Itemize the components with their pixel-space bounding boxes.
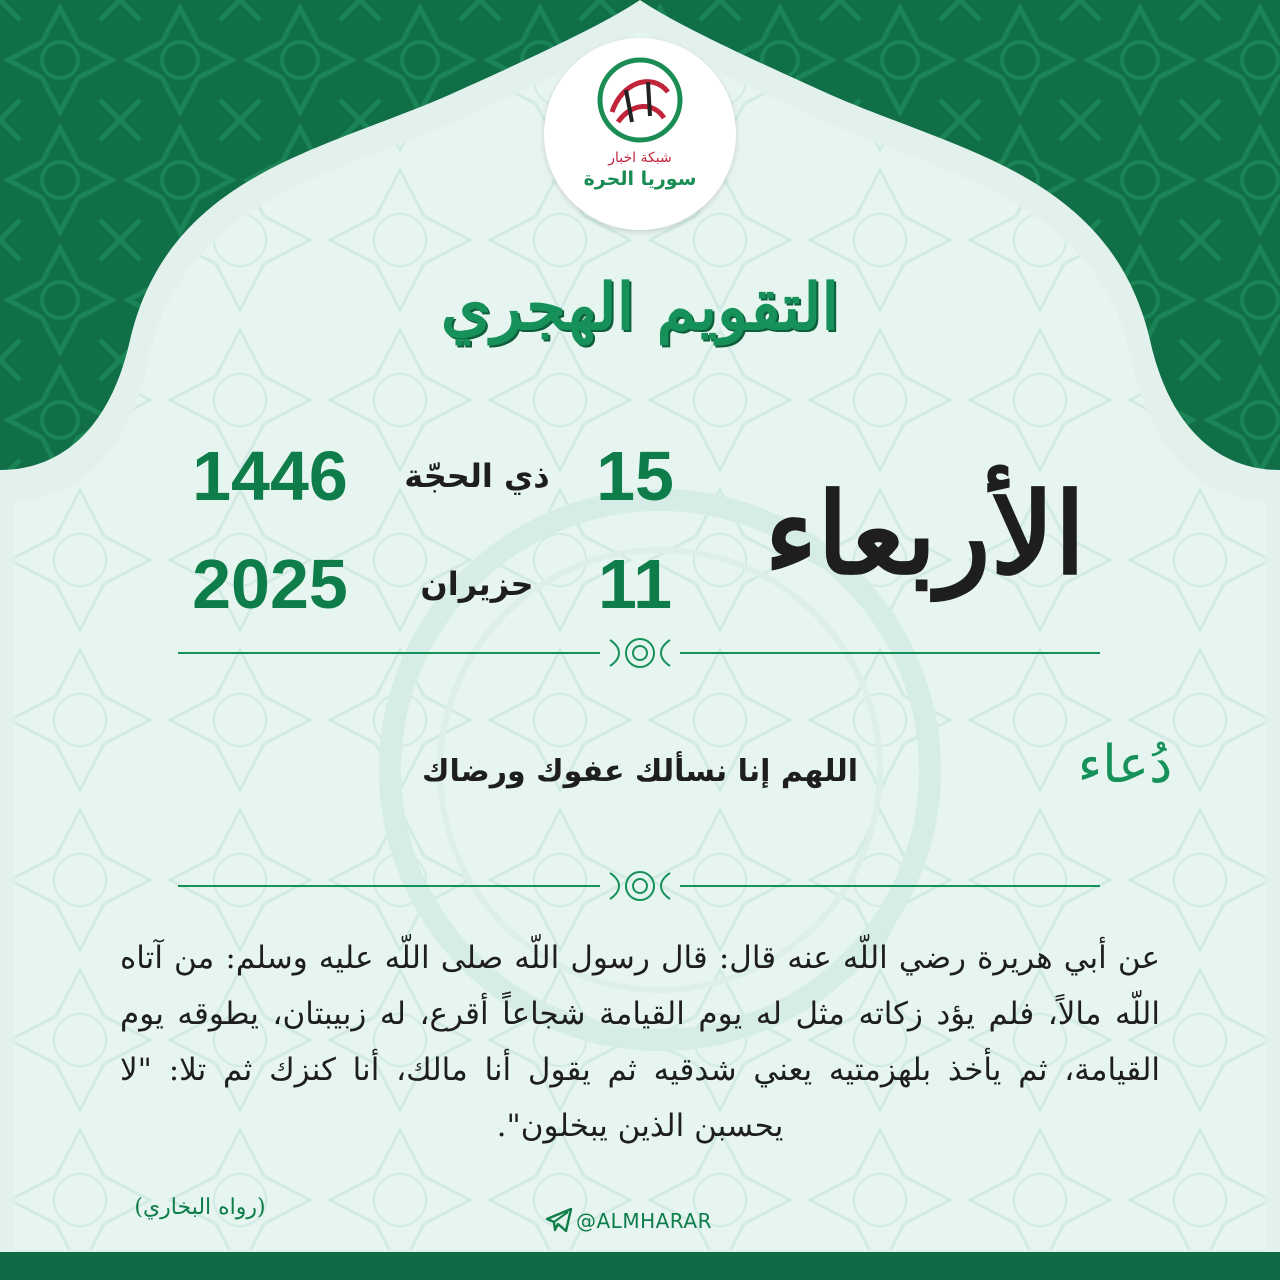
dua-label: دُعاء xyxy=(1077,735,1173,795)
hadith-text: عن أبي هريرة رضي اللّه عنه قال: قال رسول اللّه صلى اللّه عليه وسلم: من آتاه اللّه مالاً، فلم يؤد زكاته مثل له يوم القيامة شجاعاً أقرع، له زبيبتان، يطوقه يوم القيامة، ثم يأخذ بلهزمتيه يعني شدقيه ثم يقول أنا مالك، أنا كنزك ثم تلا: "لا يحسبن الذين يبخلون". xyxy=(120,940,1160,1144)
social-handle[interactable]: @ALMHARAR xyxy=(576,1209,712,1233)
day-name: الأربعاء xyxy=(764,469,1086,600)
gregorian-year: 2025 xyxy=(192,545,348,623)
calendar-title: التقويم الهجري xyxy=(440,270,840,345)
hijri-year: 1446 xyxy=(192,437,348,515)
gregorian-month: حزيران xyxy=(420,565,534,603)
dua-text: اللهم إنا نسألك عفوك ورضاك xyxy=(421,754,859,789)
telegram-icon[interactable] xyxy=(544,1205,574,1235)
gregorian-day: 11 xyxy=(598,545,672,623)
logo-calligraphy-icon xyxy=(592,52,688,148)
logo-line2: سوريا الحرة xyxy=(583,168,697,190)
hijri-month: ذي الحجّة xyxy=(404,457,550,495)
hijri-day: 15 xyxy=(596,437,674,515)
hadith-source: (رواه البخاري) xyxy=(134,1195,266,1220)
logo-line1: شبكة اخبار xyxy=(608,150,672,166)
